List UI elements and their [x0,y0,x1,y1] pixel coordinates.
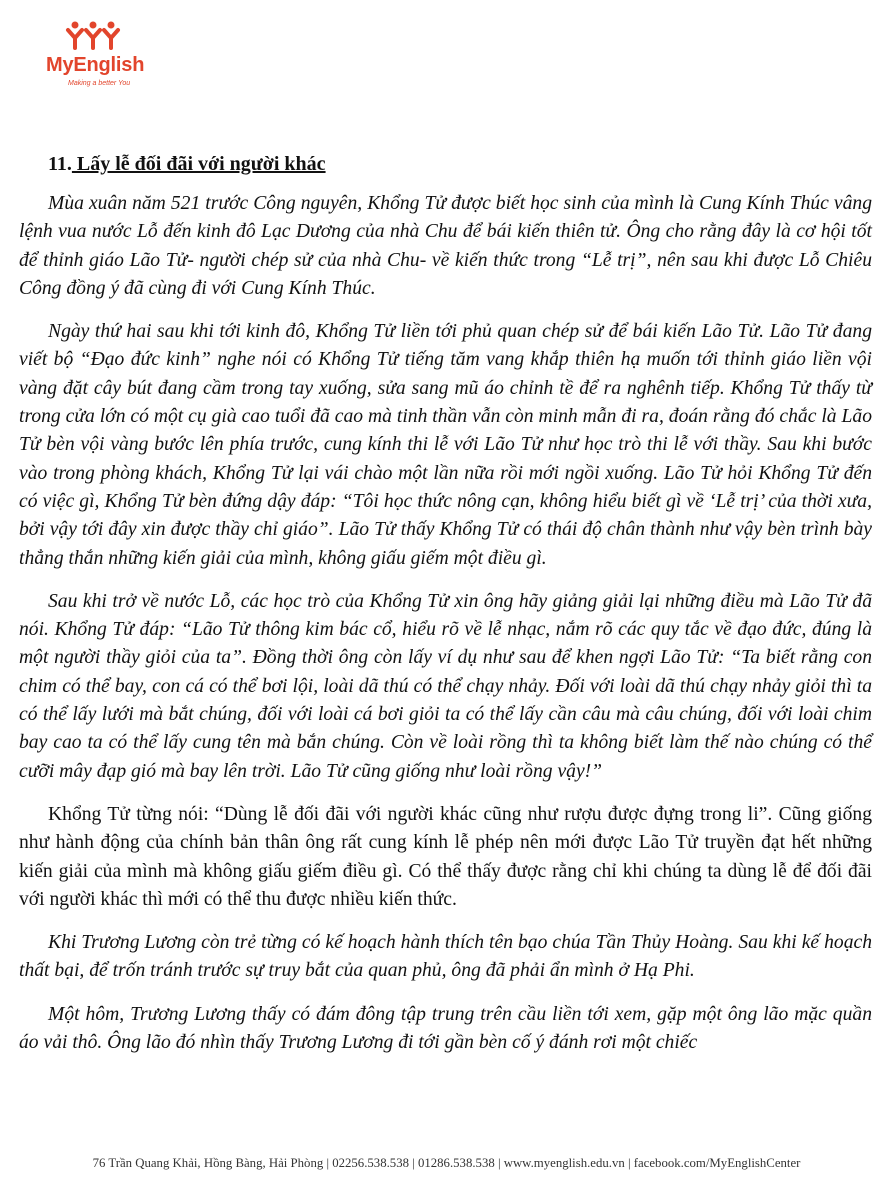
paragraph-1: Mùa xuân năm 521 trước Công nguyên, Khổng Tử được biết học sinh của mình là Cung Kính Thúc vâng lệnh vua nước Lỗ đến kinh đô Lạc Dương của nhà Chu để bái kiến thiên tử. Ông cho rằng đây là cơ hội tốt để thỉnh giáo Lão Tử- người chép sử của nhà Chu- về kiến thức trong “Lễ trị”, nên sau khi được Lỗ Chiêu Công đồng ý đã cùng đi với Cung Kính Thúc. [19,193,872,299]
page-footer: 76 Trần Quang Khải, Hồng Bàng, Hải Phòng | 02256.538.538 | 01286.538.538 | www.myenglish.edu.vn | facebook.com/MyEnglishCenter [92,1156,801,1170]
document-body [19,150,872,1072]
paragraph-4: Khổng Tử từng nói: “Dùng lễ đối đãi với người khác cũng như rượu được đựng trong li”. Cũng giống như hành động của chính bản thân ông rất cung kính lễ phép nên mới được Lão Tử truyền đạt hết những kiến giải của mình mà không giấu giếm điều gì. Có thể thấy được rằng chỉ khi chúng ta dùng lễ để đối đãi với người khác thì mới có thể thu được nhiều kiến thức. [19,803,872,910]
section-heading [48,150,872,178]
paragraph-3: Sau khi trở về nước Lỗ, các học trò của Khổng Tử xin ông hãy giảng giải lại những điều mà Lão Tử đã nói. Khổng Tử đáp: “Lão Tử thông kim bác cổ, hiểu rõ về lễ nhạc, nắm rõ các quy tắc về đạo đức, đúng là một người thầy giỏi của ta”. Đồng thời ông còn lấy ví dụ như sau để khen ngợi Lão Tử: “Ta biết rằng con chim có thể bay, con cá có thể bơi lội, loài dã thú có thể chạy nhảy. Đối với loài dã thú chạy nhảy giỏi thì ta có thể lấy lưới mà bắt chúng, đối với loài cá bơi giỏi ta có thể lấy cần câu mà câu chúng, đối với loài chim bay cao ta có thể lấy cung tên mà bắn chúng. Còn về loài rồng thì ta không biết làm thế nào chúng có thể cưỡi mây đạp gió mà bay lên trời. Lão Tử cũng giống như loài rồng vậy!” [19,590,872,782]
logo-name: MyEnglish [46,54,145,76]
people-logo-icon [64,20,126,52]
paragraph-2: Ngày thứ hai sau khi tới kinh đô, Khổng Tử liền tới phủ quan chép sử để bái kiến Lão Tử. Lão Tử đang viết bộ “Đạo đức kinh” nghe nói có Khổng Tử tiếng tăm vang khắp thiên hạ muốn tới thỉnh giáo liền vội vàng đặt cây bút đang cầm trong tay xuống, sửa sang mũ áo chỉnh tề để ra nghênh tiếp. Khổng Tử thấy từ trong cửa lớn có một cụ già cao tuổi đã cao mà tinh thần vẫn còn minh mẫn đi ra, đoán rằng đó chắc là Lão Tử bèn vội vàng bước lên phía trước, cung kính thi lễ với Lão Tử như học trò thi lễ với thầy. Sau khi bước vào trong phòng khách, Khổng Tử lại vái chào một lần nữa rồi mới ngồi xuống. Lão Tử hỏi Khổng Tử đến có việc gì, Khổng Tử bèn đứng dậy đáp: “Tôi học thức nông cạn, không hiểu biết gì về ‘Lễ trị’ của thời xưa, bởi vậy tới đây xin được thầy chỉ giáo”. Lão Tử thấy Khổng Tử có thái độ chân thành như vậy bèn trình bày thẳng thắn những kiến giải của mình, không giấu giếm một điều gì. [19,321,872,569]
brand-logo [44,20,148,98]
paragraph-5: Khi Trương Lương còn trẻ từng có kế hoạch hành thích tên bạo chúa Tần Thủy Hoàng. Sau khi kế hoạch thất bại, để trốn tránh trước sự truy bắt của quan phủ, ông đã phải ẩn mình ở Hạ Phi. [19,932,872,982]
paragraph-6: Một hôm, Trương Lương thấy có đám đông tập trung trên cầu liền tới xem, gặp một ông lão mặc quần áo vải thô. Ông lão đó nhìn thấy Trương Lương đi tới gần bèn cố ý đánh rơi một chiếc [19,1003,872,1054]
section-title: Lấy lễ đối đãi với người khác [71,153,326,175]
section-number: 11. [48,153,72,175]
logo-tagline: Making a better You [68,80,131,87]
